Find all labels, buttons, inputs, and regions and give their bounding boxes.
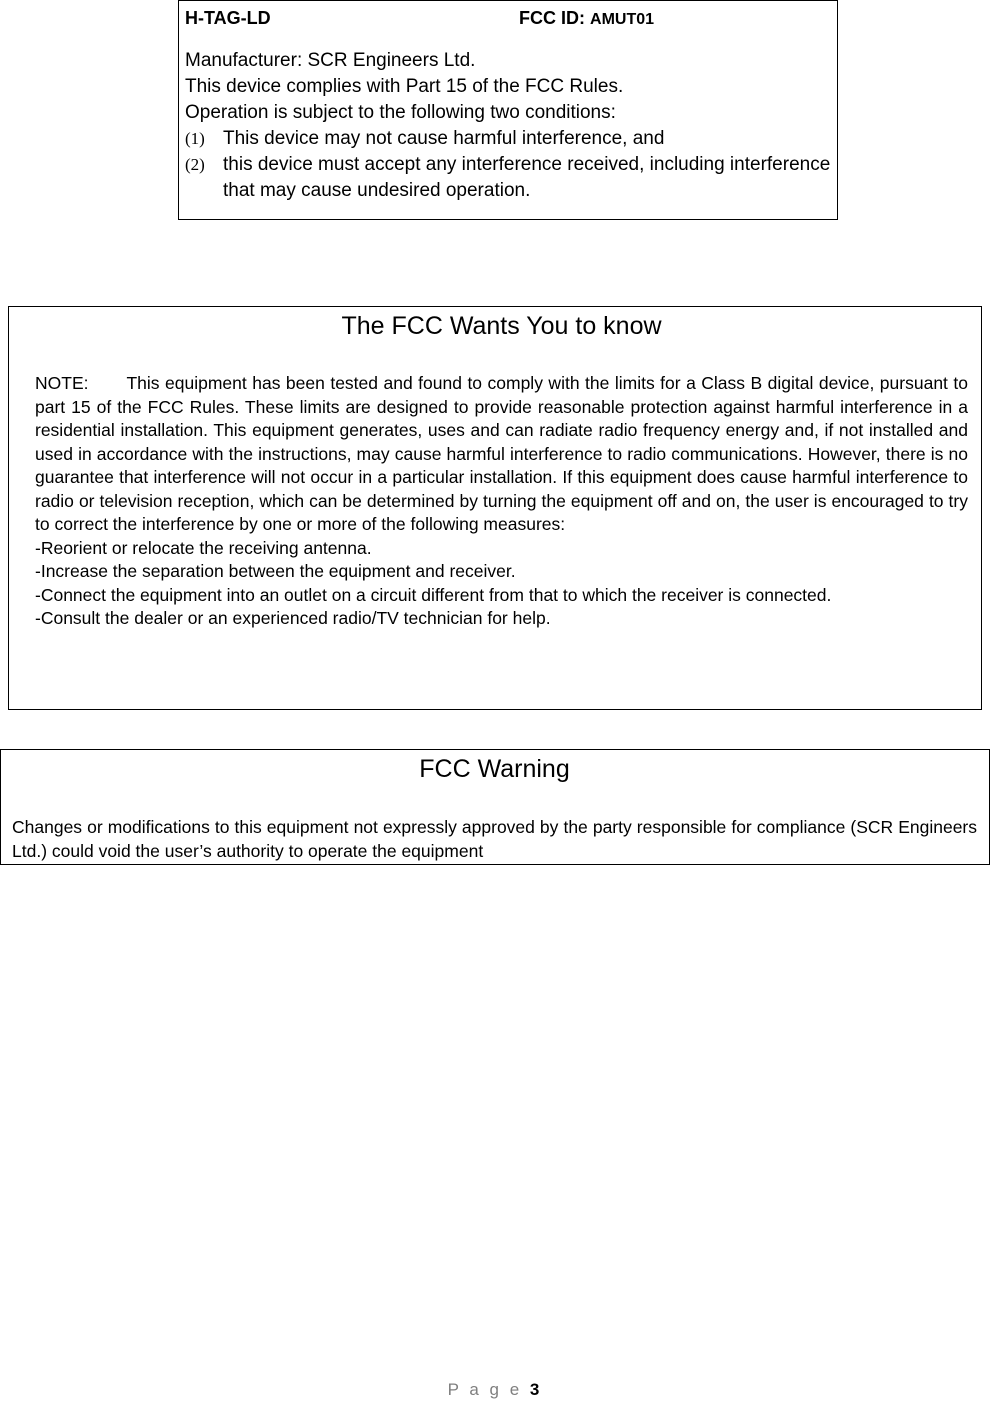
condition-item	[185, 152, 831, 204]
fcc-id	[519, 7, 654, 29]
measure-item: -Consult the dealer or an experienced radio/TV technician for help.	[35, 608, 551, 628]
condition-text: This device may not cause harmful interference, and	[223, 128, 665, 149]
page-footer	[0, 1380, 990, 1400]
measure-item: -Increase the separation between the equipment and receiver.	[35, 561, 516, 581]
fcc-label-box	[178, 0, 838, 220]
compliance-line: This device complies with Part 15 of the FCC Rules.	[185, 76, 624, 97]
measure-item: -Reorient or relocate the receiving antenna.	[35, 537, 372, 558]
condition-item	[185, 126, 831, 152]
condition-text: this device must accept any interference received, including interference that may cause undesired operation.	[223, 154, 831, 201]
label-header	[185, 7, 831, 29]
notice-paragraph	[35, 372, 968, 537]
condition-number: (2)	[185, 155, 205, 174]
fcc-id-value: AMUT01	[590, 11, 655, 28]
warning-text: Changes or modifications to this equipment not expressly approved by the party responsible for compliance (SCR Engineers Ltd.) could void the user’s authority to operate the equipment	[12, 817, 977, 861]
note-text: This equipment has been tested and found to comply with the limits for a Class B digital device, pursuant to part 15 of the FCC Rules. These limits are designed to provide reasonable protection against harmful interference in a residential installation. This equipment generates, uses and can radiate radio frequency energy and, if not installed and used in accordance with the instructions, may cause harmful interference to radio communications. However, there is no guarantee that interference will not occur in a particular installation. If this equipment does cause harmful interference to radio or television reception, which can be determined by turning the equipment off and on, the user is encouraged to try to correct the interference by one or more of the following measures:	[35, 373, 968, 534]
measure-item: -Connect the equipment into an outlet on a circuit different from that to which the receiver is connected.	[35, 584, 832, 605]
manufacturer-line: Manufacturer: SCR Engineers Ltd.	[185, 50, 476, 71]
page-label: P a g e	[447, 1380, 523, 1399]
fcc-notice-box	[8, 306, 982, 710]
note-label: NOTE:	[35, 373, 89, 393]
page-number: 3	[529, 1380, 543, 1399]
fcc-warning-box	[0, 749, 990, 865]
warning-title: FCC Warning	[419, 755, 570, 783]
condition-number: (1)	[185, 129, 205, 148]
model-name: H-TAG-LD	[185, 8, 271, 28]
operation-line: Operation is subject to the following two conditions:	[185, 102, 616, 123]
fcc-id-label: FCC ID:	[519, 8, 585, 28]
notice-title: The FCC Wants You to know	[341, 312, 662, 340]
